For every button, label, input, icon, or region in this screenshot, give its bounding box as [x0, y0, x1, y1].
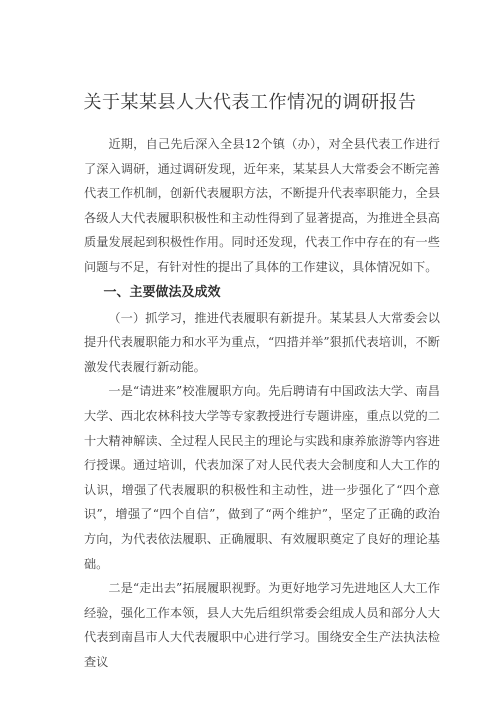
intro-paragraph: 近期，自己先后深入全县12个镇（办），对全县代表工作进行了深入调研，通过调研发现，近年来，某某县人大常委会不断完善代表工作机制，创新代表履职方法，不断提升代表率职能力，全县各级人大代表履职积极性和主动性得到了显著提高，为推进全县高质量发展起到积极性作用。同时还发现，代表工作中存在的有一些问题与不足，有针对性的提出了具体的工作建议，具体情况如下。	[84, 137, 440, 274]
document-title: 关于某某县人大代表工作情况的调研报告	[83, 92, 417, 113]
body-paragraph-1: （一）抓学习，推进代表履职有新提升。某某县人大常委会以提升代表履职能力和水平为重点，“四措并举”狠抓代表培训，不断激发代表履行新动能。	[84, 310, 440, 374]
section-heading: 一、主要做法及成效	[103, 284, 221, 300]
document-body	[84, 132, 440, 674]
body-paragraph-2: 一是“请进来”校准履职方向。先后聘请有中国政法大学、南昌大学、西北农林科技大学等专家教授进行专题讲座，重点以党的二十大精神解读、全过程人民民主的理论与实践和康养旅游等内容进行授课。通过培训，代表加深了对人民代表大会制度和人大工作的认识，增强了代表履职的积极性和主动性，进一步强化了“四个意识”，增强了“四个自信”，做到了“两个维护”，坚定了正确的政治方向，为代表依法履职、正确履职、有效履职奠定了良好的理论基础。	[84, 384, 440, 571]
body-paragraph-3: 二是“走出去”拓展履职视野。为更好地学习先进地区人大工作经验，强化工作本领，县人大先后组织常委会组成人员和部分人大代表到南昌市人大代表履职中心进行学习。围绕安全生产法执法检查议	[84, 581, 440, 669]
